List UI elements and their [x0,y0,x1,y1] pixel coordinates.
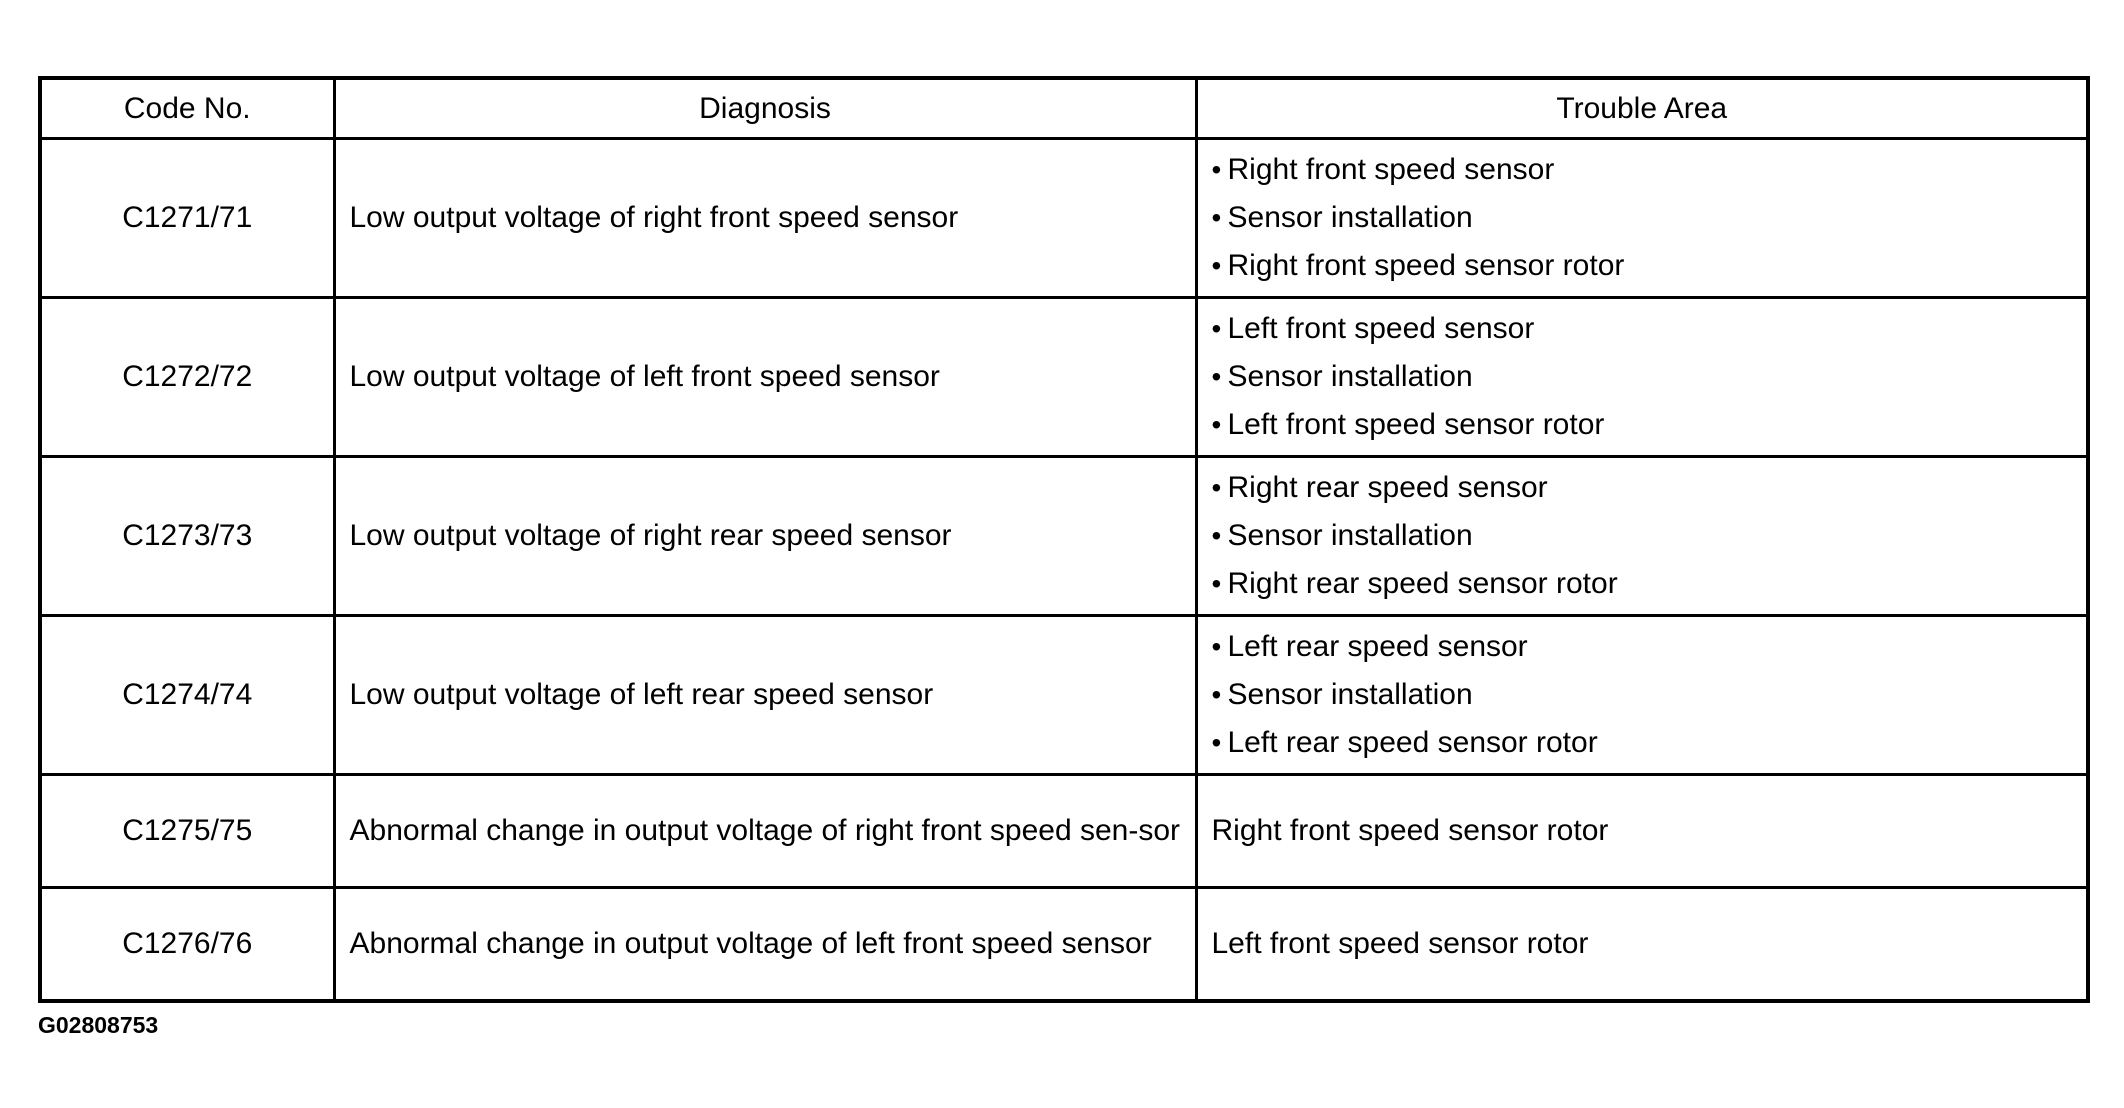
list-item-text: Left front speed sensor [1227,312,1535,345]
header-diagnosis: Diagnosis [334,78,1196,139]
header-code-no: Code No. [40,78,334,139]
list-item [1212,623,2073,671]
bullet-icon: • [1211,679,1222,710]
list-item [1212,305,2073,353]
bullet-icon: • [1211,313,1222,344]
code-cell: C1271/71 [40,139,334,298]
list-item-text: Sensor installation [1227,360,1473,393]
list-item-text: Sensor installation [1227,201,1473,234]
list-item [1212,560,2073,608]
table-header-row [40,78,2088,139]
list-item [1212,194,2073,242]
list-item-text: Left rear speed sensor [1227,630,1528,663]
list-item-text: Sensor installation [1227,519,1473,552]
list-item [1212,719,2073,767]
diagnostic-code-table [38,76,2090,1003]
code-cell: C1272/72 [40,298,334,457]
diagnosis-cell: Abnormal change in output voltage of left front speed sensor [334,888,1196,1002]
bullet-icon: • [1211,727,1222,758]
trouble-area-list [1212,305,2073,449]
list-item-text: Right front speed sensor [1227,153,1555,186]
diagnosis-cell: Low output voltage of right rear speed sensor [334,457,1196,616]
table-row [40,888,2088,1002]
diagnosis-cell: Low output voltage of left front speed sensor [334,298,1196,457]
table-row [40,775,2088,888]
code-cell: C1275/75 [40,775,334,888]
diagnosis-cell: Low output voltage of left rear speed sensor [334,616,1196,775]
bullet-icon: • [1211,202,1222,233]
diagnosis-cell: Abnormal change in output voltage of right front speed sen-sor [334,775,1196,888]
list-item [1212,353,2073,401]
bullet-icon: • [1211,154,1222,185]
code-cell: C1276/76 [40,888,334,1002]
table-row [40,298,2088,457]
trouble-area-cell [1196,298,2088,457]
bullet-icon: • [1211,250,1222,281]
list-item [1212,242,2073,290]
code-cell: C1273/73 [40,457,334,616]
trouble-area-cell: Left front speed sensor rotor [1196,888,2088,1002]
diagnosis-cell: Low output voltage of right front speed sensor [334,139,1196,298]
list-item [1212,146,2073,194]
list-item-text: Right rear speed sensor rotor [1227,567,1618,600]
figure-id: G02808753 [38,1012,159,1038]
bullet-icon: • [1211,520,1222,551]
list-item [1212,512,2073,560]
trouble-area-list [1212,146,2073,290]
trouble-area-cell [1196,616,2088,775]
list-item-text: Left front speed sensor rotor [1227,408,1605,441]
list-item-text: Sensor installation [1227,678,1473,711]
table-row [40,139,2088,298]
list-item-text: Left rear speed sensor rotor [1227,726,1598,759]
trouble-area-cell: Right front speed sensor rotor [1196,775,2088,888]
trouble-area-cell [1196,457,2088,616]
bullet-icon: • [1211,631,1222,662]
list-item-text: Right rear speed sensor [1227,471,1548,504]
list-item-text: Right front speed sensor rotor [1227,249,1625,282]
bullet-icon: • [1211,409,1222,440]
trouble-area-list [1212,623,2073,767]
list-item [1212,464,2073,512]
bullet-icon: • [1211,361,1222,392]
list-item [1212,671,2073,719]
trouble-area-list [1212,464,2073,608]
list-item [1212,401,2073,449]
code-cell: C1274/74 [40,616,334,775]
bullet-icon: • [1211,472,1222,503]
header-trouble-area: Trouble Area [1196,78,2088,139]
table-row [40,457,2088,616]
bullet-icon: • [1211,568,1222,599]
table-row [40,616,2088,775]
trouble-area-cell [1196,139,2088,298]
